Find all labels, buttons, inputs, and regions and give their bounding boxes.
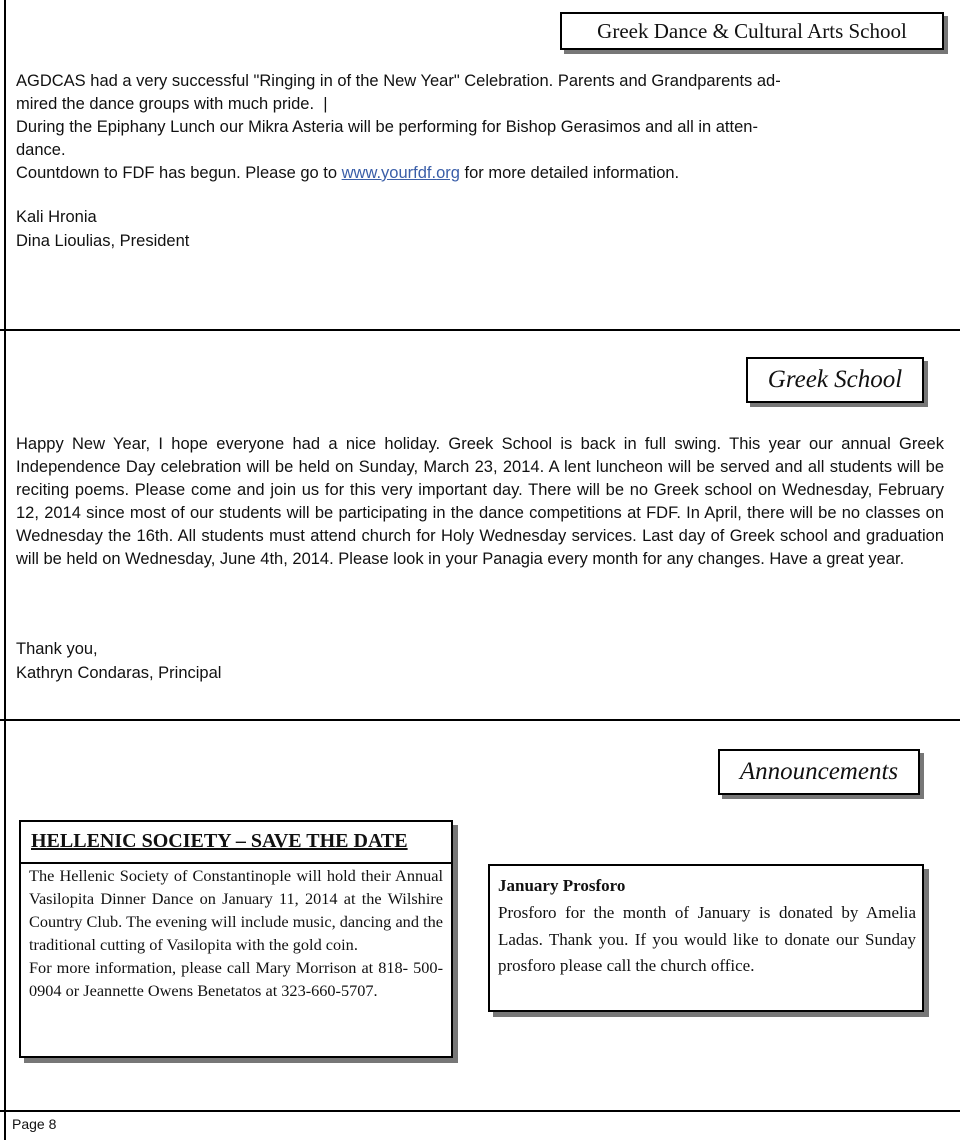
dance-line-4: dance. [16,141,66,159]
january-prosforo-box [488,864,924,1012]
prosforo-body: Prosforo for the month of January is donated by Amelia Ladas. Thank you. If you would like to donate our Sunday prosforo please call the church office. [498,903,916,975]
dance-school-signoff [16,205,616,253]
dance-line-3: During the Epiphany Lunch our Mikra Asteria will be performing for Bishop Gerasimos and all in atten- [16,118,758,136]
dance-school-signature: Dina Lioulias, President [16,232,190,250]
fdf-link-part-b[interactable]: org [436,164,460,182]
hellenic-society-box [19,820,453,1058]
greek-school-body [16,433,944,572]
prosforo-heading: January Prosforo [498,876,626,895]
hellenic-society-heading: HELLENIC SOCIETY – SAVE THE DATE [31,830,408,852]
fdf-website-link[interactable] [342,164,460,182]
greek-school-signature: Kathryn Condaras, Principal [16,664,222,682]
section-divider-1 [0,329,960,331]
dance-school-body [16,70,946,185]
section-divider-2 [0,719,960,721]
dance-line-1: AGDCAS had a very successful "Ringing in of the New Year" Celebration. Parents and Grandparents ad- [16,72,781,90]
fdf-link-part-a[interactable]: www.yourfdf. [341,164,437,182]
dance-line-5-post: for more detailed information. [459,164,680,182]
dance-school-closing: Kali Hronia [16,208,97,226]
greek-school-title [746,357,924,403]
greek-school-body-text: Happy New Year, I hope everyone had a nice holiday. Greek School is back in full swing. This year our annual Greek Independence Day celebration will be held on Sunday, March 23, 2014. A lent luncheon will be served and all students will be reciting poems. Please come and join us for this very important day. There will be no Greek school on Wednesday, February 12, 2014 since most of our students will be participating in the dance competitions at FDF. In April, there will be no classes on Wednesday the 16th. All students must attend church for Holy Wednesday services. Last day of Greek school and graduation will be held on Wednesday, June 4th, 2014. Please look in your Panagia every month for any changes. Have a great year. [16,435,944,569]
hellenic-society-body: The Hellenic Society of Constantinople will hold their Annual Vasilopita Dinner Dance on January 11, 2014 at the Wilshire Country Club. The evening will include music, dancing and the traditional cutting of Vasilopita with the gold coin. [29,866,443,954]
footer-divider [0,1110,960,1112]
dance-line-2 [16,93,946,116]
dance-school-title-text: Greek Dance & Cultural Arts School [597,19,907,43]
left-border [4,0,6,1140]
greek-school-closing: Thank you, [16,640,98,658]
page-number: Page 8 [12,1116,57,1132]
hellenic-society-contact: For more information, please call Mary Morrison at 818- 500-0904 or Jeannette Owens Benetatos at 323-660-5707. [29,958,443,1000]
dance-line-5-pre: Countdown to FDF has begun. Please go to [16,164,342,182]
greek-school-signoff [16,637,616,685]
dance-school-title [560,12,944,50]
text-cursor-mark: | [323,95,328,113]
announcements-title-text: Announcements [739,758,899,785]
hellenic-society-content [29,864,443,1002]
dance-line-5 [16,162,946,185]
announcements-title [718,749,920,795]
greek-school-title-text: Greek School [767,366,903,393]
dance-line-2-text: mired the dance groups with much pride. [16,95,315,113]
